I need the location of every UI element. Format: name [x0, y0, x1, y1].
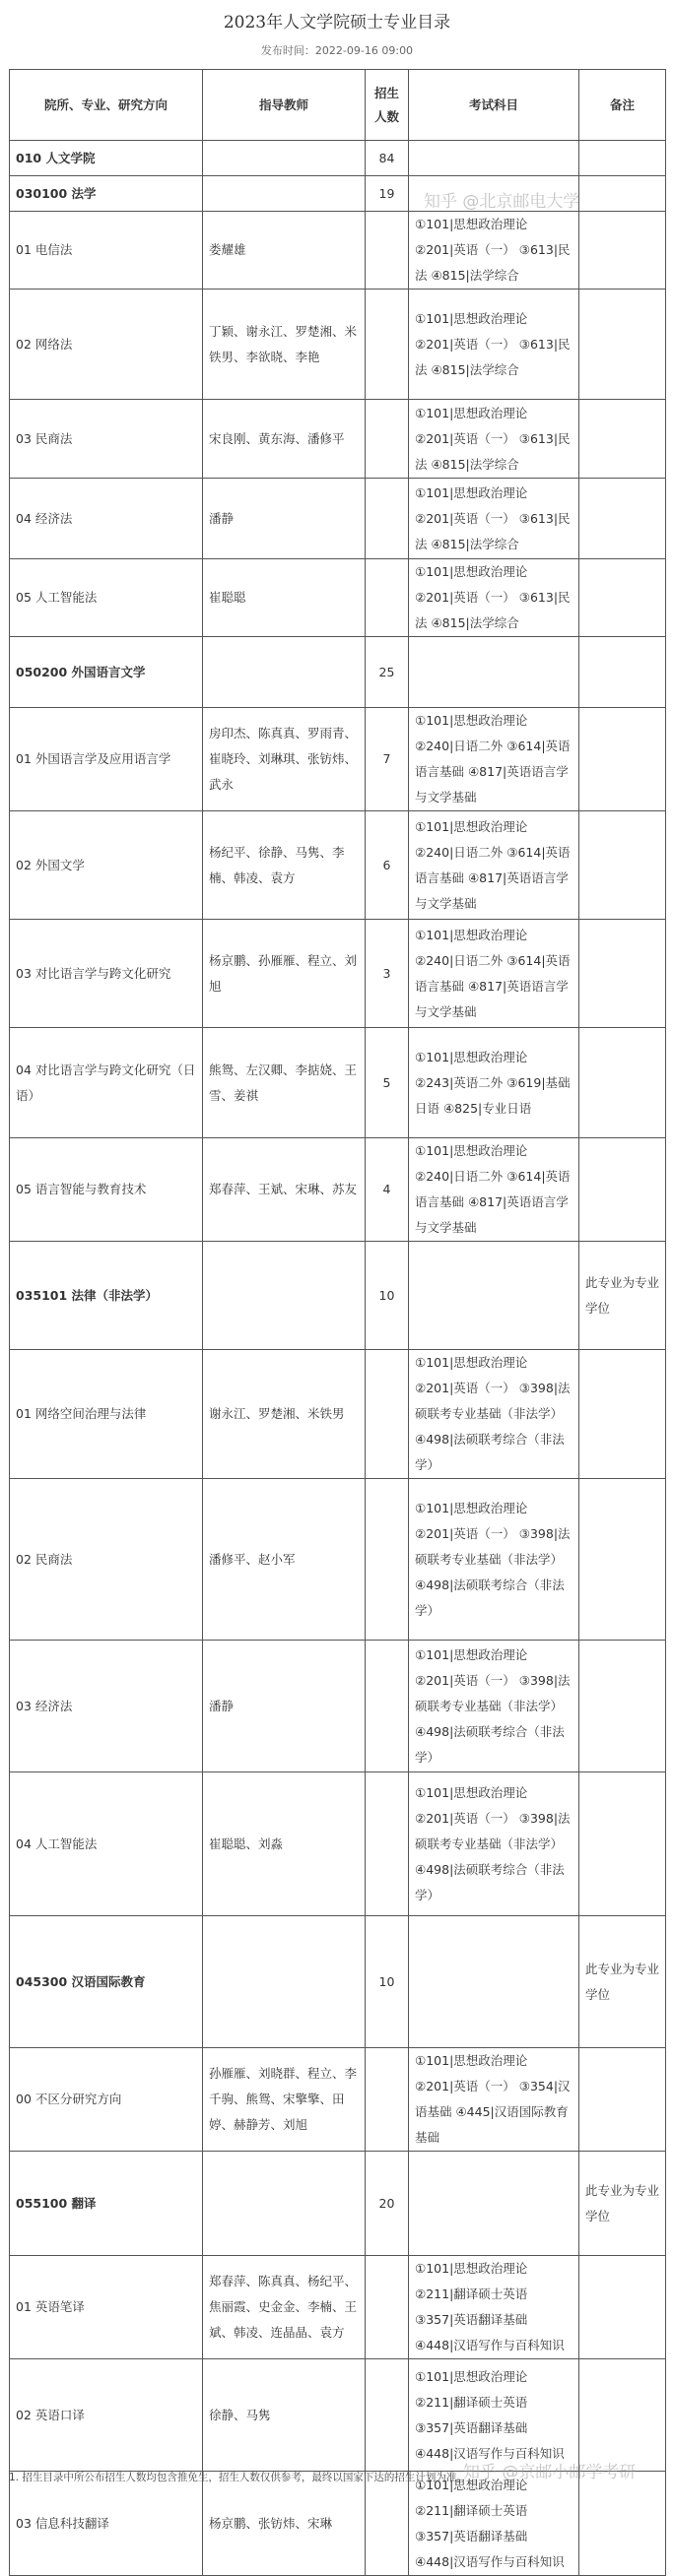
cell-name: 04 对比语言学与跨文化研究（日语） — [10, 1028, 203, 1138]
page-title: 2023年人文学院硕士专业目录 — [223, 13, 451, 32]
cell-advisor: 杨京鹏、孙雁雁、程立、刘旭 — [203, 920, 366, 1028]
cell-advisor: 杨纪平、徐静、马隽、李楠、韩凌、袁方 — [203, 811, 366, 920]
cell-remarks — [579, 176, 666, 212]
cell-remarks — [579, 1641, 666, 1772]
cell-exams — [409, 2152, 579, 2256]
major-row — [10, 637, 666, 708]
cell-advisor — [203, 176, 366, 212]
major-row — [10, 176, 666, 212]
major-row — [10, 2152, 666, 2256]
cell-remarks — [579, 559, 666, 637]
cell-quota — [366, 559, 409, 637]
cell-exams: ①101|思想政治理论 ②243|英语二外 ③619|基础日语 ④825|专业日语 — [409, 1028, 579, 1138]
cell-remarks — [579, 2359, 666, 2472]
cell-name: 030100 法学 — [10, 176, 203, 212]
cell-remarks — [579, 920, 666, 1028]
cell-remarks — [579, 212, 666, 290]
cell-quota — [366, 1772, 409, 1916]
cell-quota — [366, 2472, 409, 2576]
cell-quota: 19 — [366, 176, 409, 212]
footnote: 1. 招生目录中所公布招生人数均包含推免生，招生人数仅供参考，最终以国家下达的招生计划为准。 — [9, 2472, 467, 2483]
cell-exams: ①101|思想政治理论 ②240|日语二外 ③614|英语语言基础 ④817|英语语言学与文学基础 — [409, 708, 579, 811]
cell-advisor: 娄耀雄 — [203, 212, 366, 290]
cell-exams — [409, 141, 579, 176]
cell-remarks — [579, 811, 666, 920]
cell-exams: ①101|思想政治理论 ②201|英语（一） ③398|法硕联考专业基础（非法学） ④498|法硕联考综合（非法学） — [409, 1479, 579, 1641]
cell-name: 05 人工智能法 — [10, 559, 203, 637]
cell-remarks — [579, 637, 666, 708]
cell-quota: 84 — [366, 141, 409, 176]
cell-exams: ①101|思想政治理论 ②201|英语（一） ③613|民法 ④815|法学综合 — [409, 290, 579, 400]
cell-advisor: 崔聪聪 — [203, 559, 366, 637]
cell-exams: ①101|思想政治理论 ②201|英语（一） ③613|民法 ④815|法学综合 — [409, 212, 579, 290]
cell-name: 01 电信法 — [10, 212, 203, 290]
cell-exams: ①101|思想政治理论 ②201|英语（一） ③398|法硕联考专业基础（非法学） ④498|法硕联考综合（非法学） — [409, 1641, 579, 1772]
cell-remarks — [579, 1772, 666, 1916]
cell-name: 03 民商法 — [10, 400, 203, 479]
cell-quota — [366, 2359, 409, 2472]
cell-exams: ①101|思想政治理论 ②240|日语二外 ③614|英语语言基础 ④817|英语语言学与文学基础 — [409, 811, 579, 920]
header-advisor: 指导教师 — [203, 70, 366, 141]
cell-exams — [409, 1242, 579, 1350]
watermark-1: 知乎 @北京邮电大学 — [424, 192, 580, 212]
cell-name: 03 经济法 — [10, 1641, 203, 1772]
cell-advisor — [203, 141, 366, 176]
cell-name: 01 外国语言学及应用语言学 — [10, 708, 203, 811]
major-row — [10, 1242, 666, 1350]
cell-name: 04 人工智能法 — [10, 1772, 203, 1916]
cell-name: 03 信息科技翻译 — [10, 2472, 203, 2576]
cell-quota — [366, 2048, 409, 2152]
cell-advisor: 房印杰、陈真真、罗雨青、崔晓玲、刘琳琪、张钫炜、武永 — [203, 708, 366, 811]
cell-advisor: 杨京鹏、张钫炜、宋琳 — [203, 2472, 366, 2576]
cell-exams: ①101|思想政治理论 ②201|英语（一） ③613|民法 ④815|法学综合 — [409, 479, 579, 559]
cell-name: 045300 汉语国际教育 — [10, 1916, 203, 2048]
cell-advisor: 谢永江、罗楚湘、米铁男 — [203, 1350, 366, 1479]
cell-remarks — [579, 2048, 666, 2152]
table-row — [10, 1772, 666, 1916]
cell-remarks — [579, 290, 666, 400]
cell-name: 03 对比语言学与跨文化研究 — [10, 920, 203, 1028]
cell-name: 050200 外国语言文学 — [10, 637, 203, 708]
cell-exams: ①101|思想政治理论 ②201|英语（一） ③354|汉语基础 ④445|汉语国际教育基础 — [409, 2048, 579, 2152]
cell-name: 035101 法律（非法学） — [10, 1242, 203, 1350]
cell-advisor: 熊鸳、左汉卿、李掂娆、王雪、姜祺 — [203, 1028, 366, 1138]
table-row — [10, 920, 666, 1028]
cell-name: 055100 翻译 — [10, 2152, 203, 2256]
cell-advisor — [203, 2152, 366, 2256]
cell-quota — [366, 400, 409, 479]
cell-name: 01 英语笔译 — [10, 2256, 203, 2359]
cell-name: 00 不区分研究方向 — [10, 2048, 203, 2152]
cell-remarks: 此专业为专业学位 — [579, 1916, 666, 2048]
table-row — [10, 2256, 666, 2359]
table-row — [10, 2359, 666, 2472]
table-row — [10, 212, 666, 290]
table-row — [10, 1028, 666, 1138]
table-row — [10, 2048, 666, 2152]
cell-exams: ①101|思想政治理论 ②201|英语（一） ③398|法硕联考专业基础（非法学） ④498|法硕联考综合（非法学） — [409, 1772, 579, 1916]
table-row — [10, 2472, 666, 2576]
cell-quota: 10 — [366, 1242, 409, 1350]
cell-quota — [366, 290, 409, 400]
cell-quota: 7 — [366, 708, 409, 811]
cell-advisor: 潘静 — [203, 1641, 366, 1772]
header-quota: 招生人数 — [366, 70, 409, 141]
cell-exams: ①101|思想政治理论 ②240|日语二外 ③614|英语语言基础 ④817|英语语言学与文学基础 — [409, 920, 579, 1028]
cell-quota — [366, 479, 409, 559]
cell-exams: ①101|思想政治理论 ②211|翻译硕士英语 ③357|英语翻译基础 ④448|汉语写作与百科知识 — [409, 2256, 579, 2359]
cell-remarks: 此专业为专业学位 — [579, 1242, 666, 1350]
college-row — [10, 141, 666, 176]
cell-advisor: 孙雁雁、刘晓群、程立、李千驹、熊鸳、宋擎擎、田婷、赫静芳、刘旭 — [203, 2048, 366, 2152]
cell-quota — [366, 1350, 409, 1479]
cell-exams: ①101|思想政治理论 ②240|日语二外 ③614|英语语言基础 ④817|英语语言学与文学基础 — [409, 1138, 579, 1242]
cell-remarks — [579, 1138, 666, 1242]
cell-exams — [409, 637, 579, 708]
table-row — [10, 1641, 666, 1772]
cell-quota — [366, 2256, 409, 2359]
major-row — [10, 1916, 666, 2048]
cell-quota: 20 — [366, 2152, 409, 2256]
cell-remarks — [579, 708, 666, 811]
cell-quota: 6 — [366, 811, 409, 920]
cell-advisor: 郑春萍、陈真真、杨纪平、焦丽霞、史金金、李楠、王斌、韩凌、连晶晶、袁方 — [203, 2256, 366, 2359]
cell-remarks — [579, 1350, 666, 1479]
cell-advisor: 郑春萍、王斌、宋琳、苏友 — [203, 1138, 366, 1242]
cell-advisor: 丁颖、谢永江、罗楚湘、米铁男、李欲晓、李艳 — [203, 290, 366, 400]
cell-remarks — [579, 400, 666, 479]
cell-name: 02 网络法 — [10, 290, 203, 400]
table-row — [10, 1138, 666, 1242]
cell-name: 010 人文学院 — [10, 141, 203, 176]
table-header-row — [10, 70, 666, 141]
cell-quota: 3 — [366, 920, 409, 1028]
cell-exams — [409, 1916, 579, 2048]
cell-remarks — [579, 1479, 666, 1641]
cell-quota: 5 — [366, 1028, 409, 1138]
cell-name: 02 民商法 — [10, 1479, 203, 1641]
cell-exams: ①101|思想政治理论 ②211|翻译硕士英语 ③357|英语翻译基础 ④448|汉语写作与百科知识 — [409, 2472, 579, 2576]
cell-name: 05 语言智能与教育技术 — [10, 1138, 203, 1242]
cell-name: 04 经济法 — [10, 479, 203, 559]
publish-time: 发布时间：2022-09-16 09:00 — [260, 44, 414, 57]
cell-advisor: 徐静、马隽 — [203, 2359, 366, 2472]
cell-remarks — [579, 141, 666, 176]
cell-advisor: 宋良刚、黄东海、潘修平 — [203, 400, 366, 479]
cell-advisor — [203, 1242, 366, 1350]
cell-exams — [409, 176, 579, 212]
table-row — [10, 290, 666, 400]
cell-exams: ①101|思想政治理论 ②211|翻译硕士英语 ③357|英语翻译基础 ④448|汉语写作与百科知识 — [409, 2359, 579, 2472]
cell-name: 01 网络空间治理与法律 — [10, 1350, 203, 1479]
cell-exams: ①101|思想政治理论 ②201|英语（一） ③613|民法 ④815|法学综合 — [409, 400, 579, 479]
cell-quota: 10 — [366, 1916, 409, 2048]
cell-quota: 25 — [366, 637, 409, 708]
cell-remarks — [579, 1028, 666, 1138]
cell-exams: ①101|思想政治理论 ②201|英语（一） ③613|民法 ④815|法学综合 — [409, 559, 579, 637]
table-body — [10, 141, 666, 2576]
table-row — [10, 559, 666, 637]
table-row — [10, 811, 666, 920]
cell-advisor: 潘修平、赵小军 — [203, 1479, 366, 1641]
cell-advisor: 崔聪聪、刘淼 — [203, 1772, 366, 1916]
cell-advisor — [203, 1916, 366, 2048]
header-exams: 考试科目 — [409, 70, 579, 141]
cell-quota: 4 — [366, 1138, 409, 1242]
table-row — [10, 1350, 666, 1479]
table-row — [10, 400, 666, 479]
cell-advisor: 潘静 — [203, 479, 366, 559]
cell-remarks — [579, 2256, 666, 2359]
cell-quota — [366, 1641, 409, 1772]
cell-name: 02 英语口译 — [10, 2359, 203, 2472]
table-row — [10, 1479, 666, 1641]
watermark-2: 知乎 @京邮小邮学考研 — [463, 2463, 637, 2482]
header-department: 院所、专业、研究方向 — [10, 70, 203, 141]
cell-remarks: 此专业为专业学位 — [579, 2152, 666, 2256]
cell-quota — [366, 212, 409, 290]
cell-advisor — [203, 637, 366, 708]
cell-exams: ①101|思想政治理论 ②201|英语（一） ③398|法硕联考专业基础（非法学） ④498|法硕联考综合（非法学） — [409, 1350, 579, 1479]
cell-name: 02 外国文学 — [10, 811, 203, 920]
cell-remarks — [579, 2472, 666, 2576]
cell-quota — [366, 1479, 409, 1641]
table-row — [10, 708, 666, 811]
catalog-table — [9, 69, 666, 2576]
table-row — [10, 479, 666, 559]
cell-remarks — [579, 479, 666, 559]
header-remarks: 备注 — [579, 70, 666, 141]
